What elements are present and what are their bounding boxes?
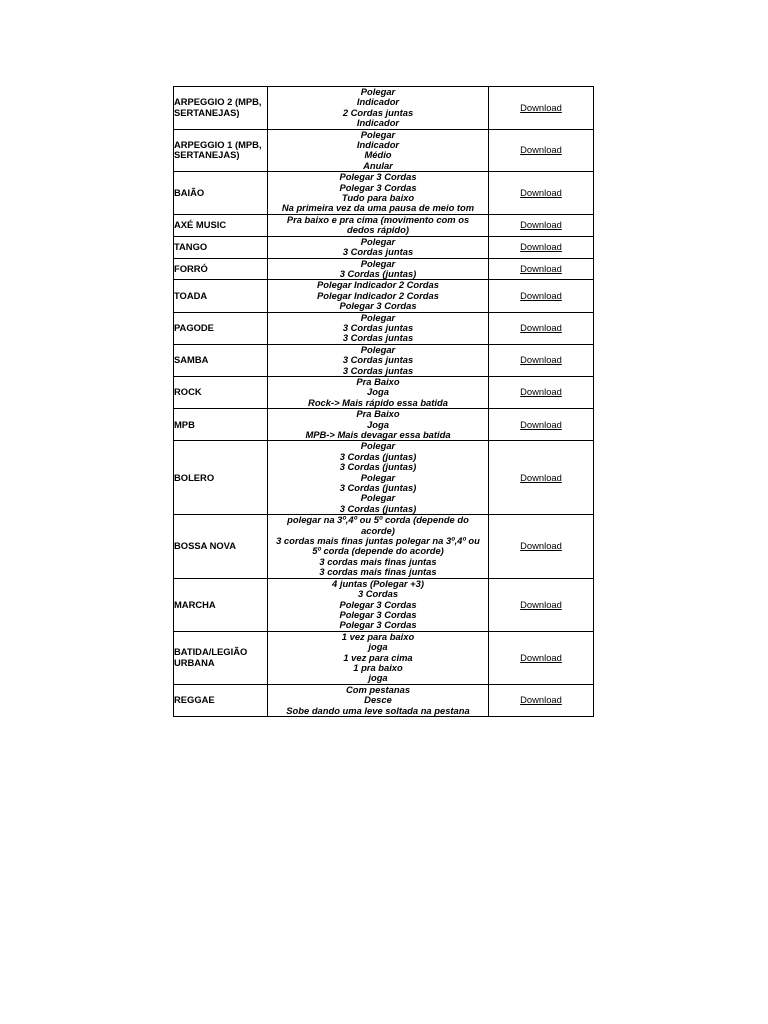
style-name-cell: BAIÃO — [174, 172, 268, 215]
style-name-cell: BATIDA/LEGIÃO URBANA — [174, 631, 268, 684]
style-name-cell: ARPEGGIO 1 (MPB, SERTANEJAS) — [174, 129, 268, 172]
style-name-cell: TOADA — [174, 280, 268, 312]
download-link[interactable]: Download — [520, 540, 562, 552]
technique-cell: Pra baixo e pra cima (movimento com os dedos rápido) — [268, 214, 489, 236]
table-row — [174, 258, 594, 280]
style-name-cell: REGGAE — [174, 684, 268, 716]
download-cell — [489, 214, 594, 236]
table-row — [174, 214, 594, 236]
table-row — [174, 684, 594, 716]
technique-cell: Polegar 3 Cordas (juntas) 3 Cordas (juntas) Polegar 3 Cordas (juntas) Polegar 3 Cordas (juntas) — [268, 441, 489, 515]
table-row — [174, 409, 594, 441]
technique-cell: Pra Baixo Joga MPB-> Mais devagar essa batida — [268, 409, 489, 441]
download-cell — [489, 280, 594, 312]
download-link[interactable]: Download — [520, 694, 562, 706]
download-cell — [489, 515, 594, 578]
technique-cell: 4 juntas (Polegar +3) 3 Cordas Polegar 3 Cordas Polegar 3 Cordas Polegar 3 Cordas — [268, 578, 489, 631]
technique-cell: Polegar 3 Cordas Polegar 3 Cordas Tudo para baixo Na primeira vez da uma pausa de meio tom — [268, 172, 489, 215]
technique-cell: Polegar Indicador 2 Cordas Polegar Indicador 2 Cordas Polegar 3 Cordas — [268, 280, 489, 312]
download-link[interactable]: Download — [520, 240, 562, 252]
style-name-cell: ARPEGGIO 2 (MPB, SERTANEJAS) — [174, 87, 268, 130]
download-cell — [489, 258, 594, 280]
download-cell — [489, 409, 594, 441]
technique-cell: Com pestanas Desce Sobe dando uma leve soltada na pestana — [268, 684, 489, 716]
style-name-cell: BOLERO — [174, 441, 268, 515]
style-name-cell: FORRÓ — [174, 258, 268, 280]
style-name-cell: PAGODE — [174, 312, 268, 344]
style-name-cell: BOSSA NOVA — [174, 515, 268, 578]
download-cell — [489, 129, 594, 172]
rhythm-table — [173, 86, 594, 717]
download-link[interactable]: Download — [520, 418, 562, 430]
style-name-cell: AXÉ MUSIC — [174, 214, 268, 236]
download-cell — [489, 87, 594, 130]
table-row — [174, 376, 594, 408]
download-link[interactable]: Download — [520, 651, 562, 663]
technique-cell: Polegar 3 Cordas juntas 3 Cordas juntas — [268, 344, 489, 376]
download-cell — [489, 631, 594, 684]
download-link[interactable]: Download — [520, 289, 562, 301]
download-link[interactable]: Download — [520, 354, 562, 366]
table-row — [174, 129, 594, 172]
download-link[interactable]: Download — [520, 219, 562, 231]
download-link[interactable]: Download — [520, 186, 562, 198]
download-cell — [489, 578, 594, 631]
table-row — [174, 515, 594, 578]
table-row — [174, 280, 594, 312]
technique-cell: Polegar Indicador Médio Anular — [268, 129, 489, 172]
technique-cell: Pra Baixo Joga Rock-> Mais rápido essa batida — [268, 376, 489, 408]
download-link[interactable]: Download — [520, 471, 562, 483]
rhythm-table-body — [174, 87, 594, 717]
style-name-cell: SAMBA — [174, 344, 268, 376]
table-row — [174, 631, 594, 684]
style-name-cell: MARCHA — [174, 578, 268, 631]
style-name-cell: ROCK — [174, 376, 268, 408]
download-cell — [489, 312, 594, 344]
technique-cell: Polegar 3 Cordas juntas — [268, 236, 489, 258]
table-row — [174, 172, 594, 215]
table-row — [174, 236, 594, 258]
download-cell — [489, 441, 594, 515]
table-row — [174, 441, 594, 515]
style-name-cell: MPB — [174, 409, 268, 441]
download-link[interactable]: Download — [520, 101, 562, 113]
download-cell — [489, 376, 594, 408]
download-cell — [489, 236, 594, 258]
download-link[interactable]: Download — [520, 262, 562, 274]
table-row — [174, 344, 594, 376]
download-cell — [489, 172, 594, 215]
table-row — [174, 87, 594, 130]
technique-cell: Polegar Indicador 2 Cordas juntas Indicador — [268, 87, 489, 130]
technique-cell: 1 vez para baixo joga 1 vez para cima 1 pra baixo joga — [268, 631, 489, 684]
download-cell — [489, 684, 594, 716]
download-link[interactable]: Download — [520, 321, 562, 333]
technique-cell: polegar na 3º,4º ou 5º corda (depende do acorde) 3 cordas mais finas juntas polegar na 3º,4º ou 5º corda (depende do acorde) 3 cordas mais finas juntas 3 cordas mais finas juntas — [268, 515, 489, 578]
technique-cell: Polegar 3 Cordas (juntas) — [268, 258, 489, 280]
table-row — [174, 578, 594, 631]
download-link[interactable]: Download — [520, 598, 562, 610]
technique-cell: Polegar 3 Cordas juntas 3 Cordas juntas — [268, 312, 489, 344]
download-link[interactable]: Download — [520, 386, 562, 398]
style-name-cell: TANGO — [174, 236, 268, 258]
table-row — [174, 312, 594, 344]
download-cell — [489, 344, 594, 376]
download-link[interactable]: Download — [520, 144, 562, 156]
